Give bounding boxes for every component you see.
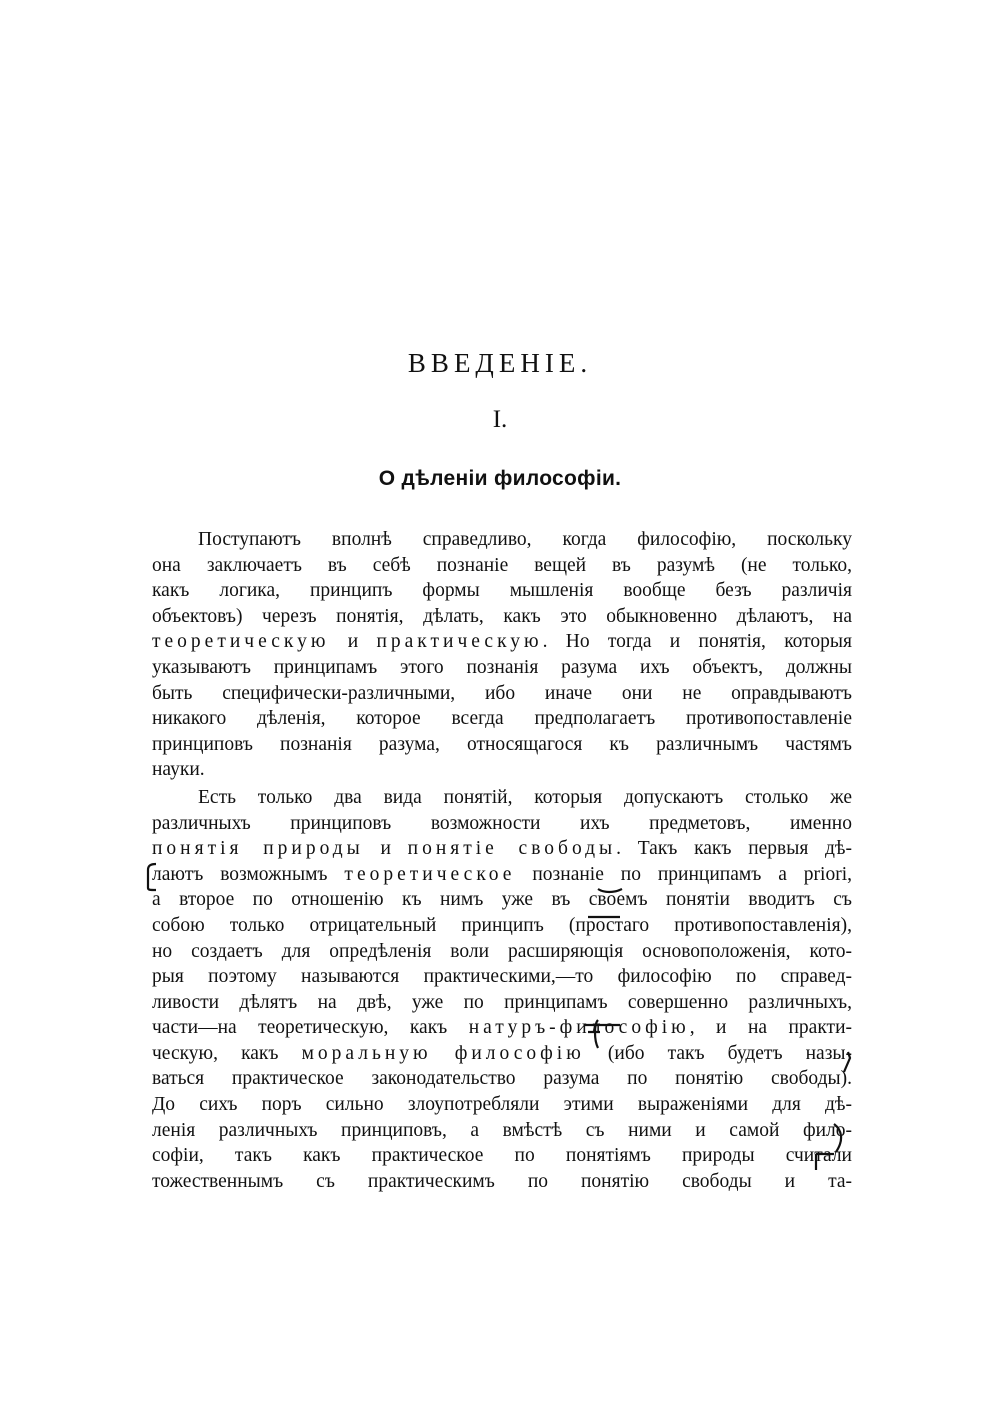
text-segment: никакого дѣленія, которое всегда предполагаетъ противопоставленіе bbox=[152, 708, 852, 730]
spaced-term: натуръ-философію bbox=[468, 1017, 690, 1039]
text-line bbox=[152, 964, 852, 990]
pen-bracket-mark bbox=[142, 862, 162, 892]
text-line bbox=[152, 1015, 852, 1041]
text-segment: познаніе по принципамъ a priori, bbox=[515, 863, 852, 885]
spaced-term: моральную bbox=[301, 1042, 432, 1064]
text-line bbox=[152, 836, 852, 862]
text-segment: . Но тогда и понятія, которыя bbox=[542, 631, 853, 653]
section-heading: О дѣленіи философіи. bbox=[378, 467, 622, 490]
paragraph-1 bbox=[152, 527, 852, 783]
paragraph-2 bbox=[152, 785, 852, 1195]
text-line bbox=[152, 1092, 852, 1118]
text-line bbox=[152, 913, 852, 939]
chapter-title: ВВЕДЕНІЕ. bbox=[407, 348, 593, 378]
section-number: I. bbox=[492, 406, 508, 433]
spaced-term: теоретическую bbox=[152, 631, 330, 653]
text-segment: объектовъ) черезъ понятія, дѣлать, какъ это обыкновенно дѣлаютъ, на bbox=[152, 605, 852, 627]
text-segment: собою только отрицательный принципъ (простаго противопоставленія), bbox=[152, 914, 852, 936]
text-line bbox=[152, 939, 852, 965]
spaced-term: практическую bbox=[376, 631, 543, 653]
text-line bbox=[152, 1169, 852, 1195]
text-segment: какъ логика, принципъ формы мышленія вообще безъ различія bbox=[152, 580, 852, 602]
text-line bbox=[152, 732, 852, 758]
pen-underline-mark bbox=[596, 885, 626, 897]
text-segment: и bbox=[329, 631, 377, 653]
text-segment: науки. bbox=[152, 759, 205, 781]
text-line bbox=[152, 887, 852, 913]
text-line bbox=[152, 811, 852, 837]
text-line bbox=[152, 578, 852, 604]
text-line bbox=[152, 527, 852, 553]
text-segment: тожественнымъ съ практическимъ по понятію свободы и та- bbox=[152, 1170, 852, 1192]
text-segment: ческую, какъ bbox=[152, 1042, 302, 1064]
text-segment: указываютъ принципамъ этого познанія разума ихъ объектъ, должны bbox=[152, 656, 852, 678]
text-segment: Есть только два вида понятій, которыя допускаютъ столько же bbox=[198, 786, 852, 808]
text-line bbox=[152, 655, 852, 681]
text-line bbox=[152, 706, 852, 732]
text-segment: . Такъ какъ первыя дѣ- bbox=[616, 838, 853, 860]
text-segment: лаютъ возможнымъ bbox=[152, 863, 345, 885]
spaced-term: понятіе свободы bbox=[407, 838, 617, 860]
text-segment: а второе по отношенію къ нимъ уже въ своемъ понятіи вводитъ съ bbox=[152, 889, 852, 911]
text-segment: части—на теоретическую, какъ bbox=[152, 1017, 469, 1039]
text-line bbox=[152, 629, 852, 655]
text-segment: но создаетъ для опредѣленія воли расширяющія основоположенія, кото- bbox=[152, 940, 852, 962]
text-segment: рыя поэтому называются практическими,—то философію по справед- bbox=[152, 966, 852, 988]
pen-comma-mark bbox=[838, 1046, 858, 1076]
text-segment: ваться практическое законодательство разума по понятію свободы). bbox=[152, 1068, 852, 1090]
text-segment bbox=[432, 1043, 455, 1064]
text-line bbox=[152, 553, 852, 579]
text-segment: принциповъ познанія разума, относящагося къ различнымъ частямъ bbox=[152, 733, 852, 755]
text-line bbox=[152, 990, 852, 1016]
text-line bbox=[152, 604, 852, 630]
text-line bbox=[152, 862, 852, 888]
text-line bbox=[152, 1118, 852, 1144]
text-segment: ленія различныхъ принциповъ, а вмѣстѣ съ ними и самой фило- bbox=[152, 1119, 852, 1141]
text-line bbox=[152, 1066, 852, 1092]
text-line bbox=[152, 757, 852, 783]
text-segment: различныхъ принциповъ возможности ихъ предметовъ, именно bbox=[152, 812, 852, 834]
pen-underline-mark bbox=[586, 914, 622, 924]
pen-arrow-mark bbox=[584, 1010, 612, 1050]
body-text bbox=[152, 527, 852, 1194]
text-segment: Поступаютъ вполнѣ справедливо, когда философію, поскольку bbox=[198, 529, 852, 550]
text-line bbox=[152, 1041, 852, 1067]
text-line bbox=[152, 1143, 852, 1169]
text-line bbox=[152, 785, 852, 811]
text-segment: и bbox=[363, 838, 408, 860]
spaced-term: понятія природы bbox=[152, 838, 364, 860]
spaced-term: философію bbox=[454, 1042, 585, 1064]
text-segment: До сихъ поръ сильно злоупотребляли этими выраженіями для дѣ- bbox=[152, 1094, 852, 1116]
text-segment: софіи, такъ какъ практическое по понятіямъ природы считали bbox=[152, 1145, 852, 1167]
text-segment: , и на практи- bbox=[689, 1017, 852, 1039]
text-segment: быть специфически-различными, ибо иначе они не оправдываютъ bbox=[152, 682, 852, 704]
text-segment: ливости дѣлятъ на двѣ, уже по принципамъ совершенно различныхъ, bbox=[152, 991, 852, 1013]
text-segment: она заключаетъ въ себѣ познаніе вещей въ разумѣ (не только, bbox=[152, 554, 852, 576]
text-line bbox=[152, 681, 852, 707]
text-segment: (ибо такъ будетъ назы- bbox=[584, 1042, 853, 1064]
spaced-term: теоретическое bbox=[344, 863, 516, 885]
pen-bracket-mark bbox=[810, 1150, 838, 1184]
